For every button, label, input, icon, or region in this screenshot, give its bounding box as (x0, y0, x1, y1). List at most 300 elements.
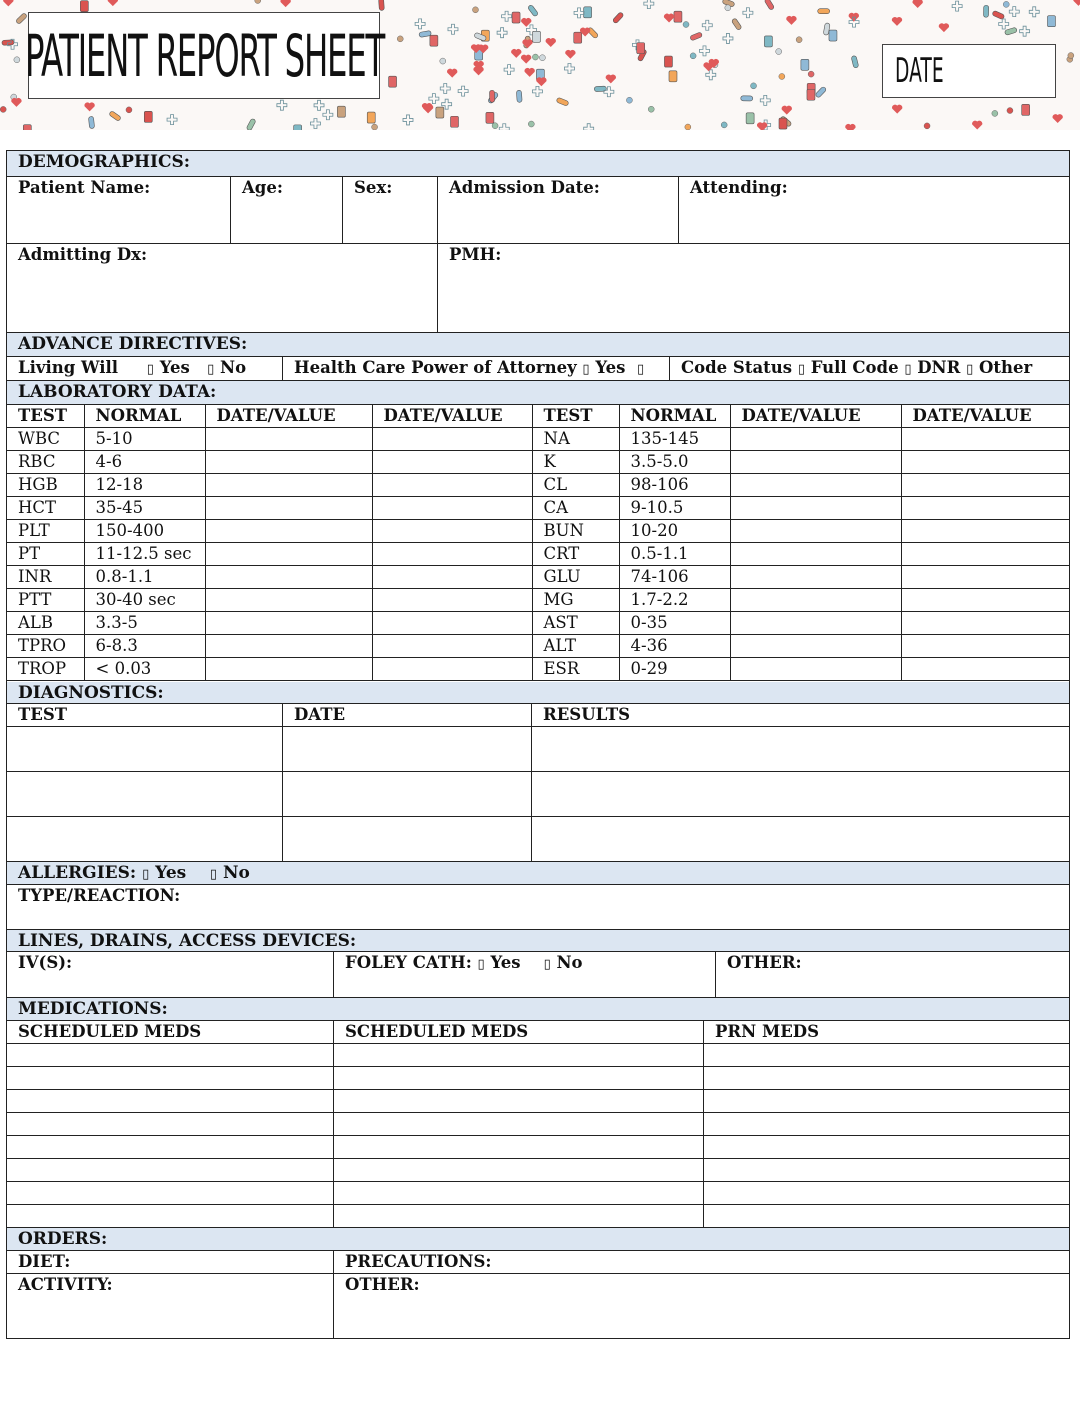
lab-normal-range: 4-36 (619, 635, 730, 658)
lab-date-value-input[interactable] (730, 566, 901, 589)
sex-label: Sex: (354, 178, 393, 197)
section-title: ORDERS: (18, 1229, 108, 1249)
lab-date-value-input[interactable] (372, 612, 532, 635)
prn-med-input[interactable] (704, 1044, 1069, 1066)
medicine-bottle-icon (746, 113, 754, 124)
prn-med-input[interactable] (704, 1205, 1069, 1227)
age-field[interactable] (231, 177, 343, 243)
scheduled-med-input[interactable] (7, 1159, 334, 1181)
medicine-bottle-icon (389, 76, 397, 87)
orders-row-1 (7, 1251, 1069, 1274)
tablet-icon (472, 7, 478, 13)
lab-normal-range: 5-10 (84, 428, 205, 451)
scheduled-med-input[interactable] (334, 1113, 704, 1135)
lab-date-value-input[interactable] (205, 497, 372, 520)
medical-cross-icon (574, 8, 584, 18)
heart-icon (606, 75, 616, 84)
tablet-icon (532, 54, 538, 60)
lab-date-value-input[interactable] (205, 566, 372, 589)
heart-icon (511, 49, 521, 58)
medicine-bottle-icon (664, 56, 672, 67)
lab-date-value-input[interactable] (901, 474, 1069, 497)
tablet-icon (685, 124, 691, 130)
lab-test-name: TPRO (7, 635, 84, 658)
tablet-icon (725, 5, 731, 11)
prn-med-input[interactable] (704, 1113, 1069, 1135)
lab-date-value-input[interactable] (372, 520, 532, 543)
tablet-icon (992, 110, 998, 116)
scheduled-med-input[interactable] (7, 1205, 334, 1227)
lab-date-value-input[interactable] (901, 520, 1069, 543)
diagnostics-date-header: DATE (283, 704, 532, 726)
patient-name-label: Patient Name: (18, 178, 151, 197)
diagnostics-test-input[interactable] (7, 817, 283, 861)
diagnostics-column-headers (7, 704, 1069, 727)
lab-date-value-input[interactable] (372, 497, 532, 520)
heart-icon (1053, 114, 1063, 123)
lab-normal-range: 0.5-1.1 (619, 543, 730, 566)
allergies-header (7, 862, 1069, 885)
lab-row (7, 566, 1069, 589)
medical-cross-icon (1029, 7, 1039, 17)
medicine-bottle-icon (512, 12, 520, 23)
hcpoa-no-checkbox[interactable]: ▯ (636, 362, 645, 377)
lab-test-name: ESR (532, 658, 619, 681)
pill-icon (88, 116, 94, 128)
medical-cross-icon (415, 19, 425, 29)
orders-header (7, 1228, 1069, 1251)
tablet-icon (924, 123, 930, 129)
tablet-icon (14, 57, 20, 63)
lab-col-header: DATE/VALUE (205, 405, 372, 428)
medical-cross-icon (277, 100, 287, 110)
lab-test-name: BUN (532, 520, 619, 543)
lab-normal-range: 30-40 sec (84, 589, 205, 612)
heart-icon (913, 0, 923, 8)
medical-cross-icon (497, 28, 507, 38)
medicine-bottle-icon (144, 111, 152, 122)
heart-icon (1073, 0, 1080, 6)
medical-cross-icon (644, 0, 654, 9)
decorative-header-banner (0, 0, 1080, 130)
ivs-field[interactable] (7, 952, 334, 997)
lab-date-value-input[interactable] (372, 451, 532, 474)
medical-cross-icon (743, 8, 753, 18)
heart-icon (565, 50, 575, 59)
tablet-icon (776, 49, 782, 55)
admission-date-field[interactable] (438, 177, 679, 243)
pill-icon (419, 30, 432, 37)
medical-cross-icon (700, 46, 710, 56)
pill-icon (594, 86, 606, 92)
tablet-icon (1003, 1, 1009, 7)
hcpoa-yes-checkbox[interactable]: ▯ (582, 362, 590, 377)
pill-icon (764, 0, 775, 10)
lab-test-name: GLU (532, 566, 619, 589)
lab-date-value-input[interactable] (730, 520, 901, 543)
medical-cross-icon (1009, 7, 1019, 17)
admission-date-label: Admission Date: (449, 178, 600, 197)
pill-icon (731, 18, 742, 31)
lab-normal-range: 0-35 (619, 612, 730, 635)
diagnostics-results-input[interactable] (532, 727, 1069, 771)
heart-icon (423, 104, 433, 113)
medications-column-headers (7, 1021, 1069, 1044)
advance-directives-row (7, 357, 1069, 381)
full-code-checkbox[interactable]: ▯ (797, 362, 805, 377)
tablet-icon (372, 124, 378, 130)
heart-icon (280, 0, 290, 7)
lab-date-value-input[interactable] (205, 428, 372, 451)
lab-date-value-input[interactable] (730, 428, 901, 451)
diagnostics-test-header: TEST (7, 704, 283, 726)
medication-row (7, 1159, 1069, 1182)
hcpoa-field (283, 357, 670, 380)
heart-icon (521, 55, 531, 64)
medical-cross-icon (760, 95, 770, 105)
page-title: PATIENT REPORT SHEET (24, 21, 384, 90)
scheduled-med-input[interactable] (7, 1182, 334, 1204)
lab-date-value-input[interactable] (372, 566, 532, 589)
section-title: DEMOGRAPHICS: (18, 152, 191, 172)
prn-med-input[interactable] (704, 1159, 1069, 1181)
tablet-icon (796, 37, 802, 43)
diagnostics-header (7, 682, 1069, 704)
pill-icon (851, 55, 859, 68)
code-status-field (670, 357, 1069, 380)
medicine-bottle-icon (436, 107, 444, 118)
lab-row (7, 635, 1069, 658)
medical-cross-icon (584, 124, 594, 130)
scheduled-meds-header: SCHEDULED MEDS (7, 1021, 334, 1043)
lab-date-value-input[interactable] (730, 543, 901, 566)
lab-normal-range: 98-106 (619, 474, 730, 497)
age-label: Age: (242, 178, 283, 197)
diagnostics-date-input[interactable] (283, 727, 532, 771)
lab-date-value-input[interactable] (901, 428, 1069, 451)
diagnostics-results-input[interactable] (532, 817, 1069, 861)
pmh-label: PMH: (449, 245, 502, 264)
pill-icon (246, 118, 256, 130)
lab-date-value-input[interactable] (901, 635, 1069, 658)
ivs-label: IV(S): (18, 953, 73, 972)
other-label: OTHER: (727, 953, 802, 972)
lab-row (7, 474, 1069, 497)
lab-row (7, 451, 1069, 474)
medication-row (7, 1067, 1069, 1090)
diet-field[interactable] (7, 1251, 334, 1273)
scheduled-med-input[interactable] (334, 1182, 704, 1204)
medical-cross-icon (167, 115, 177, 125)
other-label: OTHER: (345, 1275, 420, 1294)
lab-date-value-input[interactable] (901, 566, 1069, 589)
patient-name-field[interactable] (7, 177, 231, 243)
lines-other-field[interactable] (716, 952, 1069, 997)
allergies-type-row[interactable] (7, 885, 1069, 930)
section-title: ALLERGIES: (18, 863, 137, 883)
living-will-yes-checkbox[interactable]: ▯ (146, 362, 154, 377)
tablet-icon (808, 71, 814, 77)
sex-field[interactable] (343, 177, 438, 243)
scheduled-med-input[interactable] (7, 1136, 334, 1158)
lab-test-name: MG (532, 589, 619, 612)
lab-date-value-input[interactable] (205, 635, 372, 658)
medicine-bottle-icon (574, 32, 582, 43)
code-status-label: Code Status (681, 358, 793, 377)
lab-date-value-input[interactable] (205, 612, 372, 635)
dnr-checkbox[interactable]: ▯ (904, 362, 912, 377)
lab-row (7, 543, 1069, 566)
lab-normal-range: 11-12.5 sec (84, 543, 205, 566)
living-will-label: Living Will (18, 358, 119, 377)
lab-date-value-input[interactable] (205, 474, 372, 497)
heart-icon (892, 17, 902, 26)
lab-date-value-input[interactable] (730, 635, 901, 658)
lab-normal-range: 1.7-2.2 (619, 589, 730, 612)
lab-date-value-input[interactable] (205, 451, 372, 474)
medicine-bottle-icon (674, 11, 682, 22)
title-box (24, 12, 384, 99)
pill-icon (983, 5, 988, 17)
medicine-bottle-icon (807, 89, 815, 100)
demographics-header (7, 151, 1069, 177)
other-label: Other (979, 358, 1033, 377)
laboratory-table (7, 405, 1069, 681)
yes-label: Yes (595, 358, 626, 377)
scheduled-med-input[interactable] (7, 1044, 334, 1066)
heart-icon (786, 16, 796, 25)
heart-icon (757, 122, 767, 130)
tablet-icon (683, 21, 689, 27)
lab-date-value-input[interactable] (730, 474, 901, 497)
lab-col-header: NORMAL (619, 405, 730, 428)
lab-test-name: HCT (7, 497, 84, 520)
lab-normal-range: 12-18 (84, 474, 205, 497)
diet-label: DIET: (18, 1252, 71, 1271)
admitting-dx-label: Admitting Dx: (18, 245, 148, 264)
prn-med-input[interactable] (704, 1136, 1069, 1158)
scheduled-med-input[interactable] (7, 1090, 334, 1112)
demographics-row-1 (7, 177, 1069, 244)
orders-row-2 (7, 1274, 1069, 1338)
medication-row (7, 1136, 1069, 1159)
medicine-bottle-icon (1022, 104, 1030, 115)
lab-normal-range: 3.3-5 (84, 612, 205, 635)
living-will-no-checkbox[interactable]: ▯ (207, 362, 215, 377)
lab-row (7, 658, 1069, 681)
diagnostics-entry-row (7, 727, 1069, 772)
medical-cross-icon (314, 100, 324, 110)
allergies-no-checkbox[interactable]: ▯ (209, 867, 218, 882)
yes-label: Yes (490, 953, 521, 972)
foley-yes-checkbox[interactable]: ▯ (477, 957, 485, 972)
yes-label: Yes (159, 358, 190, 377)
heart-icon (473, 67, 483, 76)
lines-row (7, 952, 1069, 998)
medicine-bottle-icon (829, 30, 837, 41)
medication-row (7, 1113, 1069, 1136)
scheduled-med-input[interactable] (334, 1044, 704, 1066)
attending-field[interactable] (679, 177, 1069, 243)
advance-directives-header (7, 333, 1069, 357)
foley-cath-label: FOLEY CATH: (345, 953, 472, 972)
lab-row (7, 428, 1069, 451)
no-label: No (556, 953, 583, 972)
lab-date-value-input[interactable] (205, 543, 372, 566)
lab-date-value-input[interactable] (372, 543, 532, 566)
attending-label: Attending: (690, 178, 788, 197)
section-title: DIAGNOSTICS: (18, 683, 164, 703)
heart-icon (546, 38, 556, 47)
medicine-bottle-icon (486, 112, 494, 123)
medical-cross-icon (440, 84, 450, 94)
pill-icon (815, 86, 827, 98)
lab-date-value-input[interactable] (205, 589, 372, 612)
lab-date-value-input[interactable] (205, 658, 372, 681)
patient-report-form (6, 150, 1070, 1339)
heart-icon (536, 77, 546, 86)
scheduled-med-input[interactable] (334, 1090, 704, 1112)
lab-date-value-input[interactable] (901, 658, 1069, 681)
lab-date-value-input[interactable] (730, 497, 901, 520)
medical-cross-icon (429, 94, 439, 104)
medicine-bottle-icon (23, 125, 31, 130)
heart-icon (84, 102, 94, 111)
lab-date-value-input[interactable] (372, 474, 532, 497)
medication-row (7, 1205, 1069, 1228)
lab-date-value-input[interactable] (372, 428, 532, 451)
pmh-field[interactable] (438, 244, 1069, 332)
heart-icon (892, 105, 902, 114)
medical-cross-icon (448, 24, 458, 34)
lab-normal-range: 74-106 (619, 566, 730, 589)
pill-icon (612, 12, 624, 24)
lab-test-name: PLT (7, 520, 84, 543)
diagnostics-test-input[interactable] (7, 727, 283, 771)
pill-icon (556, 97, 569, 106)
heart-icon (11, 98, 21, 107)
lab-date-value-input[interactable] (901, 451, 1069, 474)
medical-cross-icon (532, 86, 542, 96)
lab-date-value-input[interactable] (205, 520, 372, 543)
medicine-bottle-icon (779, 118, 787, 129)
admitting-dx-field[interactable] (7, 244, 438, 332)
diagnostics-results-header: RESULTS (543, 705, 631, 724)
lab-date-value-input[interactable] (730, 589, 901, 612)
prn-med-input[interactable] (704, 1182, 1069, 1204)
lab-test-name: NA (532, 428, 619, 451)
type-reaction-label: TYPE/REACTION: (18, 886, 181, 905)
diagnostics-test-input[interactable] (7, 772, 283, 816)
medicine-bottle-icon (1047, 16, 1055, 27)
section-title: ADVANCE DIRECTIVES: (18, 334, 248, 354)
lab-normal-range: 0.8-1.1 (84, 566, 205, 589)
scheduled-med-input[interactable] (334, 1205, 704, 1227)
allergies-yes-checkbox[interactable]: ▯ (142, 867, 150, 882)
medicine-bottle-icon (801, 59, 809, 70)
date-label: DATE (895, 51, 944, 91)
lab-col-header: NORMAL (84, 405, 205, 428)
heart-icon (525, 68, 535, 77)
lab-date-value-input[interactable] (901, 589, 1069, 612)
medical-cross-icon (499, 124, 509, 130)
diagnostics-date-input[interactable] (283, 772, 532, 816)
pill-icon (992, 10, 1005, 19)
pill-icon (516, 90, 522, 102)
lab-normal-range: 150-400 (84, 520, 205, 543)
diagnostics-date-input[interactable] (283, 817, 532, 861)
tablet-icon (255, 0, 261, 3)
prn-meds-header: PRN MEDS (715, 1022, 820, 1041)
orders-other-field[interactable] (334, 1274, 1069, 1338)
date-field[interactable] (882, 44, 1056, 98)
lab-test-name: HGB (7, 474, 84, 497)
medicine-bottle-icon (584, 7, 592, 18)
tablet-icon (690, 53, 696, 59)
medical-cross-icon (403, 115, 413, 125)
tablet-icon (539, 55, 545, 61)
medical-cross-icon (706, 70, 716, 80)
lab-col-header: DATE/VALUE (730, 405, 901, 428)
lab-header-row (7, 405, 1069, 428)
scheduled-med-input[interactable] (334, 1136, 704, 1158)
living-will-field (7, 357, 283, 380)
lab-normal-range: 9-10.5 (619, 497, 730, 520)
tablet-icon (751, 83, 757, 89)
lab-date-value-input[interactable] (901, 543, 1069, 566)
lab-date-value-input[interactable] (372, 635, 532, 658)
tablet-icon (0, 106, 6, 112)
pill-icon (379, 0, 385, 11)
scheduled-med-input[interactable] (7, 1067, 334, 1089)
tablet-icon (397, 36, 403, 42)
heart-icon (108, 0, 118, 6)
lab-date-value-input[interactable] (730, 612, 901, 635)
lab-date-value-input[interactable] (901, 497, 1069, 520)
lab-date-value-input[interactable] (901, 612, 1069, 635)
scheduled-med-input[interactable] (334, 1159, 704, 1181)
foley-no-checkbox[interactable]: ▯ (543, 957, 551, 972)
no-label: No (219, 358, 247, 377)
tablet-icon (440, 58, 446, 64)
pill-icon (741, 96, 753, 101)
lab-date-value-input[interactable] (372, 589, 532, 612)
tablet-icon (1068, 53, 1074, 59)
medical-cross-icon (458, 86, 468, 96)
scheduled-meds-header: SCHEDULED MEDS (334, 1021, 704, 1043)
tablet-icon (126, 107, 132, 113)
precautions-field[interactable] (334, 1251, 1069, 1273)
prn-med-input[interactable] (704, 1090, 1069, 1112)
scheduled-med-input[interactable] (7, 1113, 334, 1135)
lab-date-value-input[interactable] (730, 451, 901, 474)
type-reaction-field[interactable] (7, 885, 1069, 929)
medical-cross-icon (502, 11, 512, 21)
activity-field[interactable] (7, 1274, 334, 1338)
lab-date-value-input[interactable] (730, 658, 901, 681)
lab-test-name: CRT (532, 543, 619, 566)
lab-col-header: TEST (532, 405, 619, 428)
diagnostics-entry-row (7, 772, 1069, 817)
lab-date-value-input[interactable] (372, 658, 532, 681)
other-checkbox[interactable]: ▯ (966, 362, 974, 377)
prn-med-input[interactable] (704, 1067, 1069, 1089)
activity-label: ACTIVITY: (18, 1275, 113, 1294)
lab-test-name: RBC (7, 451, 84, 474)
scheduled-med-input[interactable] (334, 1067, 704, 1089)
heart-icon (447, 69, 457, 78)
diagnostics-results-input[interactable] (532, 772, 1069, 816)
